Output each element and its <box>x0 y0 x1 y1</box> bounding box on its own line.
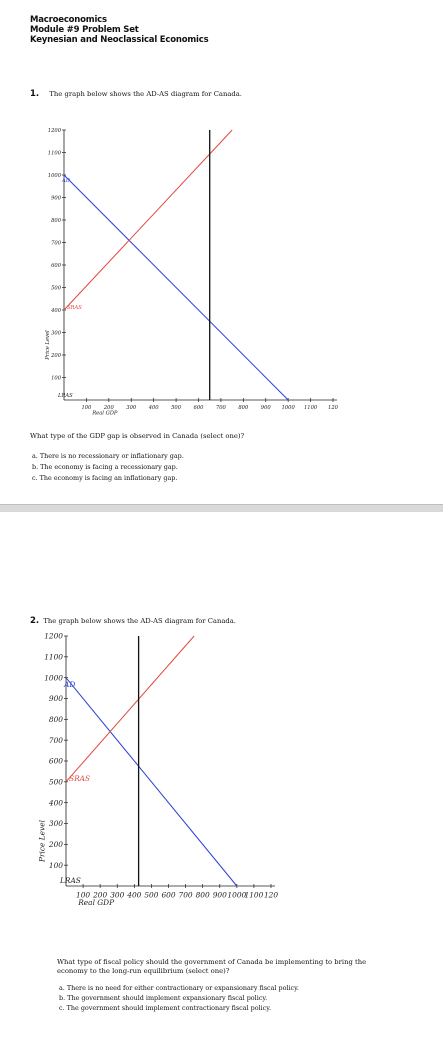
module-title: Module #9 Problem Set <box>30 25 139 35</box>
y-tick-label: 900 <box>51 195 61 202</box>
y-tick-label: 500 <box>48 777 63 787</box>
x-axis-label: Real GDP <box>78 897 115 907</box>
y-tick-label: 400 <box>48 798 63 808</box>
x-tick-label: 300 <box>126 405 137 412</box>
y-tick-label: 700 <box>51 240 61 247</box>
y-tick-label: 1000 <box>47 172 61 179</box>
x-tick-label: 1100 <box>303 405 318 412</box>
page-2 <box>0 512 443 1047</box>
y-tick-label: 1000 <box>44 673 63 683</box>
series-label-ad: AD <box>62 178 70 185</box>
y-axis-label: Price Level <box>37 820 47 862</box>
series-ad-line <box>64 175 288 400</box>
y-tick-label: 300 <box>51 330 61 337</box>
x-tick-label: 100 <box>76 890 91 900</box>
y-tick-label: 300 <box>48 819 63 829</box>
series-ad-line <box>66 678 237 886</box>
y-tick-label: 100 <box>48 860 63 870</box>
x-tick-label: 900 <box>212 890 227 900</box>
question-2-option-c[interactable]: c. The government should implement contractionary fiscal policy. <box>59 1004 272 1012</box>
x-tick-label: 300 <box>110 890 125 900</box>
x-axis-label: Real GDP <box>92 410 118 417</box>
series-label-lras: LRAS <box>58 393 73 399</box>
ad-as-chart-1 <box>0 0 443 505</box>
y-tick-label: 800 <box>48 714 63 724</box>
question-1-intro: The graph below shows the AD-AS diagram for Canada. <box>49 90 242 98</box>
y-tick-label: 700 <box>48 735 63 745</box>
question-1-option-a[interactable]: a. There is no recessionary or inflationary gap. <box>32 452 184 460</box>
question-1-option-b[interactable]: b. The economy is facing a recessionary gap. <box>32 463 178 471</box>
y-axis-label: Price Level <box>44 330 51 360</box>
x-tick-label: 600 <box>193 405 204 412</box>
series-sras-line <box>66 636 194 782</box>
y-tick-label: 600 <box>48 756 63 766</box>
question-1-option-c[interactable]: c. The economy is facing an inflationary gap. <box>32 474 178 482</box>
question-2-number: 2. <box>30 616 40 626</box>
topic-title: Keynesian and Neoclassical Economics <box>30 35 209 45</box>
y-tick-label: 800 <box>51 217 61 224</box>
x-tick-label: 200 <box>103 405 114 412</box>
x-tick-label: 600 <box>161 890 176 900</box>
x-tick-label: 800 <box>238 405 249 412</box>
y-tick-label: 1100 <box>44 652 63 662</box>
x-tick-label: 700 <box>215 405 226 412</box>
y-tick-label: 400 <box>51 307 61 314</box>
question-2-option-b[interactable]: b. The government should implement expansionary fiscal policy. <box>59 994 268 1002</box>
series-label-ad: AD <box>64 680 76 690</box>
x-tick-label: 900 <box>260 405 271 412</box>
x-tick-label: 100 <box>81 405 92 412</box>
question-1-prompt: What type of the GDP gap is observed in Canada (select one)? <box>30 432 245 440</box>
question-2-prompt-line-2: economy to the long-run equilibrium (select one)? <box>57 967 230 975</box>
x-tick-label: 400 <box>127 890 142 900</box>
x-tick-label: 500 <box>171 405 182 412</box>
y-tick-label: 500 <box>51 285 61 292</box>
y-tick-label: 1100 <box>47 150 61 157</box>
x-tick-label: 120 <box>328 405 338 412</box>
question-2-option-a[interactable]: a. There is no need for either contractionary or expansionary fiscal policy. <box>59 984 299 992</box>
series-label-lras: LRAS <box>60 876 81 885</box>
series-sras-line <box>64 130 232 310</box>
x-tick-label: 400 <box>148 405 159 412</box>
question-2-intro: The graph below shows the AD-AS diagram for Canada. <box>43 617 236 625</box>
y-tick-label: 600 <box>51 262 61 269</box>
course-title: Macroeconomics <box>30 15 107 25</box>
y-tick-label: 100 <box>51 375 61 382</box>
y-tick-label: 1200 <box>44 631 63 641</box>
x-tick-label: 1100 <box>244 890 264 900</box>
x-tick-label: 800 <box>195 890 210 900</box>
y-tick-label: 200 <box>48 839 63 849</box>
x-tick-label: 120 <box>263 890 279 900</box>
x-tick-label: 1000 <box>281 405 295 412</box>
y-tick-label: 900 <box>48 694 63 704</box>
y-tick-label: 200 <box>51 352 61 359</box>
series-label-sras: SRAS <box>67 305 82 311</box>
x-tick-label: 1000 <box>227 890 247 900</box>
x-tick-label: 200 <box>93 890 108 900</box>
question-2-prompt-line-1: What type of fiscal policy should the government of Canada be implementing to bring the <box>57 958 367 966</box>
page-1 <box>0 0 443 505</box>
x-tick-label: 500 <box>144 890 159 900</box>
question-1-number: 1. <box>30 89 40 99</box>
y-tick-label: 1200 <box>47 127 61 134</box>
x-tick-label: 700 <box>178 890 193 900</box>
series-label-sras: SRAS <box>69 773 91 783</box>
